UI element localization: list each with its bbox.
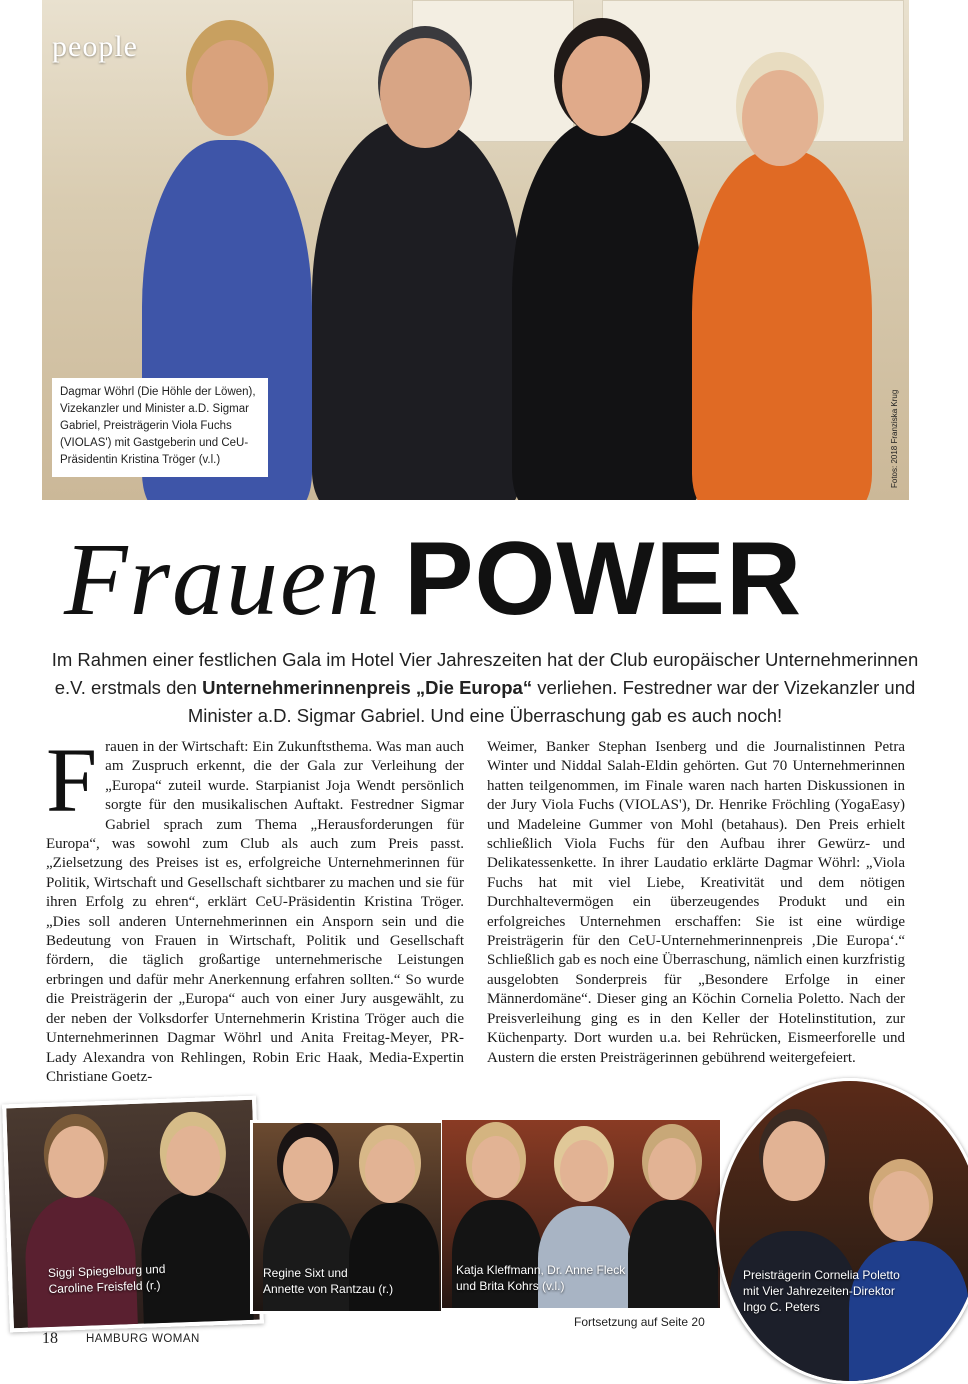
person-head <box>648 1138 696 1200</box>
person-dark-suit <box>312 120 522 500</box>
person-head <box>472 1136 520 1198</box>
person-head <box>763 1121 825 1201</box>
section-label: people <box>52 30 138 63</box>
photo-credit: Fotos: 2018 Franziska Krug <box>890 389 899 488</box>
caption-line: Annette von Rantzau (r.) <box>263 1282 394 1296</box>
headline <box>64 520 904 640</box>
page-number: 18 <box>42 1330 58 1347</box>
person-head <box>562 36 642 136</box>
person-head <box>192 40 268 136</box>
person-head <box>380 38 470 148</box>
caption-line: Siggi Spiegelburg und <box>47 1261 166 1280</box>
caption-line: mit Vier Jahrezeiten-Direktor <box>743 1284 895 1298</box>
person-orange-dress <box>692 150 872 500</box>
photo-poletto-peters <box>716 1078 968 1384</box>
lead-text: Im Rahmen einer festlichen Gala im Hotel Vier Jahreszeiten hat der Club europäischer Unternehmerinnen e.V. erstmals den <box>51 649 919 698</box>
person-figure <box>628 1200 718 1308</box>
photo-sixt-rantzau <box>250 1120 444 1314</box>
continue-note: Fortsetzung auf Seite 20 <box>574 1315 705 1329</box>
body-text: Weimer, Banker Stephan Isenberg und die Journalistinnen Petra Winter und Niddal Salah-Eldin gehörten. Gut 70 Unternehmerinnen hatten teilgenommen, im Finale waren nach harten Diskussionen in der Jury Viola Fuchs (VIOLAS'), Dr. Henrike Fröchling (YogaEasy) und Madeleine Gummer von Mohl (betahaus). Den Preis erhielt schließlich Viola Fuchs für den Aufbau ihrer Gewürz- und Delikatessenkette. In ihrer Laudatio erklärte Dagmar Wöhrl: „Viola Fuchs hat mit viel Liebe, Kreativität und dem nötigen Durchhaltevermögen ein überzeugendes Produkt und ein erfolgreiches Unternehmen erschaffen: Sie ist eine würdige Preisträgerin für den CeU-Unternehmerinnenpreis ‚Die Europa‘.“ Schließlich gab es noch eine Überraschung, nämlich einen kurzfristig ausgelobten Sonderpreis für „Besondere Erfolge in einer Männerdomäne“. Dieser ging an Köchin Cornelia Poletto. Nach der Preisverleihung ging es in den Keller der Hotelinstitution, zur Küchenparty. Dort wurden u.a. bei Rehrücken, Eismeerforelle und Austern die ersten Preisträgerinnen gebührend weitergefeiert. <box>487 739 905 1066</box>
person-figure <box>263 1203 353 1314</box>
lead-paragraph <box>50 646 920 730</box>
person-head <box>742 70 818 166</box>
headline-script: Frauen <box>64 522 383 637</box>
person-head <box>165 1125 221 1197</box>
lead-bold-text: Unternehmerinnenpreis „Die Europa“ <box>202 677 533 698</box>
photo-caption <box>456 1262 625 1294</box>
caption-line: und Brita Kohrs (v.l.) <box>456 1279 565 1293</box>
person-figure <box>349 1203 439 1314</box>
photo-kleffmann-fleck-kohrs <box>442 1120 720 1308</box>
caption-line: Ingo C. Peters <box>743 1300 820 1314</box>
person-black-dress <box>512 120 702 500</box>
lead-text: verliehen. Festredner war der Vizekanzler und Minister a.D. Sigmar Gabriel. Und eine Überraschung gab es auch noch! <box>187 677 916 726</box>
body-column-left <box>46 729 464 1087</box>
person-head <box>283 1137 333 1201</box>
person-head <box>365 1139 415 1203</box>
headline-bold: POWER <box>404 521 803 637</box>
drop-cap: F <box>46 729 98 831</box>
caption-line: Preisträgerin Cornelia Poletto <box>743 1268 900 1282</box>
photo-caption <box>48 1261 166 1297</box>
photo-spiegelburg-freisfeld <box>2 1096 264 1333</box>
photo-caption <box>743 1267 900 1315</box>
body-column-right <box>487 738 905 1068</box>
person-head <box>47 1125 105 1199</box>
hero-caption: Dagmar Wöhrl (Die Höhle der Löwen), Vizekanzler und Minister a.D. Sigmar Gabriel, Preisträgerin Viola Fuchs (VIOLAS') mit Gastgeberin und CeU-Präsidentin Kristina Tröger (v.l.) <box>52 378 268 477</box>
person-head <box>560 1140 608 1202</box>
person-head <box>873 1171 929 1241</box>
body-text: rauen in der Wirtschaft: Ein Zukunftsthema. Was man auch am Zuspruch erkennt, die der Gala zur Verleihung der „Europa“ zuteil wurde. Starpianist Joja Wendt persönlich sorgte für den musikalischen Auftakt. Festredner Sigmar Gabriel sprach zum Thema „Herausforderungen für Europa“, was sowohl zum Club als auch zum Preis passt. „Zielsetzung des Preises ist es, erfolgreiche Unternehmerinnen für Politik, Wirtschaft und Gesellschaft sichtbarer zu machen und sie für ihren Erfolg zu ehren“, erklärt CeU-Präsidentin Kristina Tröger. „Dies soll anderen Unternehmerinnen ein Ansporn sein und die Bedeutung von Frauen in Wirtschaft, Politik und Gesellschaft fördern, die täglich großartige unternehmerische Leistungen erbringen und dafür mehr Anerkennung erfahren sollten.“ So wurde die Preisträgerin der „Europa“ auch von einer Jury ausgewählt, zu der neben der Volksdorfer Unternehmerin Kristina Tröger auch die Unternehmerinnen Dagmar Wöhrl und Anita Freitag-Meyer, PR-Lady Alexandra von Rehlingen, Robin Eric Haak, Media-Expertin Christiane Goetz- <box>46 739 464 1085</box>
caption-line: Katja Kleffmann, Dr. Anne Fleck <box>456 1263 626 1277</box>
caption-line: Regine Sixt und <box>263 1266 348 1280</box>
magazine-name: HAMBURG WOMAN <box>86 1333 200 1345</box>
caption-line: Caroline Freisfeld (r.) <box>48 1278 161 1296</box>
photo-caption <box>263 1265 393 1297</box>
